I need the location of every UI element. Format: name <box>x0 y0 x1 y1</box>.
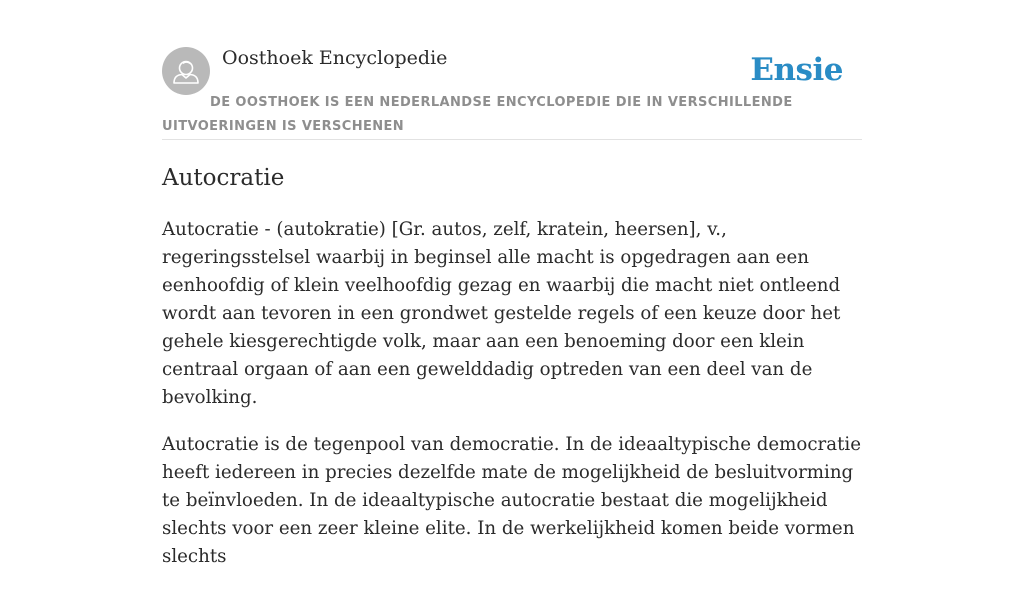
brand-logo[interactable]: Ensie <box>750 52 843 88</box>
article-paragraph: Autocratie - (autokratie) [Gr. autos, zelf, kratein, heersen], v., regeringsstelsel waarbij in beginsel alle macht is opgedragen aan een eenhoofdig of klein veelhoofdig gezag en waarbij die macht niet ontleend wordt aan tevoren in een grondwet gestelde regels of een keuze door het gehele kiesgerechtigde volk, maar aan een benoeming door een klein centraal orgaan of aan een gewelddadig optreden van een deel van de bevolking. <box>162 219 841 408</box>
article-title: Autocratie <box>162 165 285 191</box>
site-tagline: DE OOSTHOEK IS EEN NEDERLANDSE ENCYCLOPEDIE DIE IN VERSCHILLENDE UITVOERINGEN IS VERSCHENEN <box>162 95 793 134</box>
user-silhouette-icon <box>162 47 210 95</box>
article-body <box>162 216 862 590</box>
site-name-link[interactable]: Oosthoek Encyclopedie <box>222 47 448 69</box>
site-header <box>162 46 862 140</box>
article-paragraph: Autocratie is de tegenpool van democratie. In de ideaaltypische democratie heeft iedereen in precies dezelfde mate de mogelijkheid de besluitvorming te beïnvloeden. In de ideaaltypische autocratie bestaat die mogelijkheid slechts voor een zeer kleine elite. In de werkelijkheid komen beide vormen slechts <box>162 434 861 567</box>
author-avatar[interactable] <box>162 47 210 95</box>
